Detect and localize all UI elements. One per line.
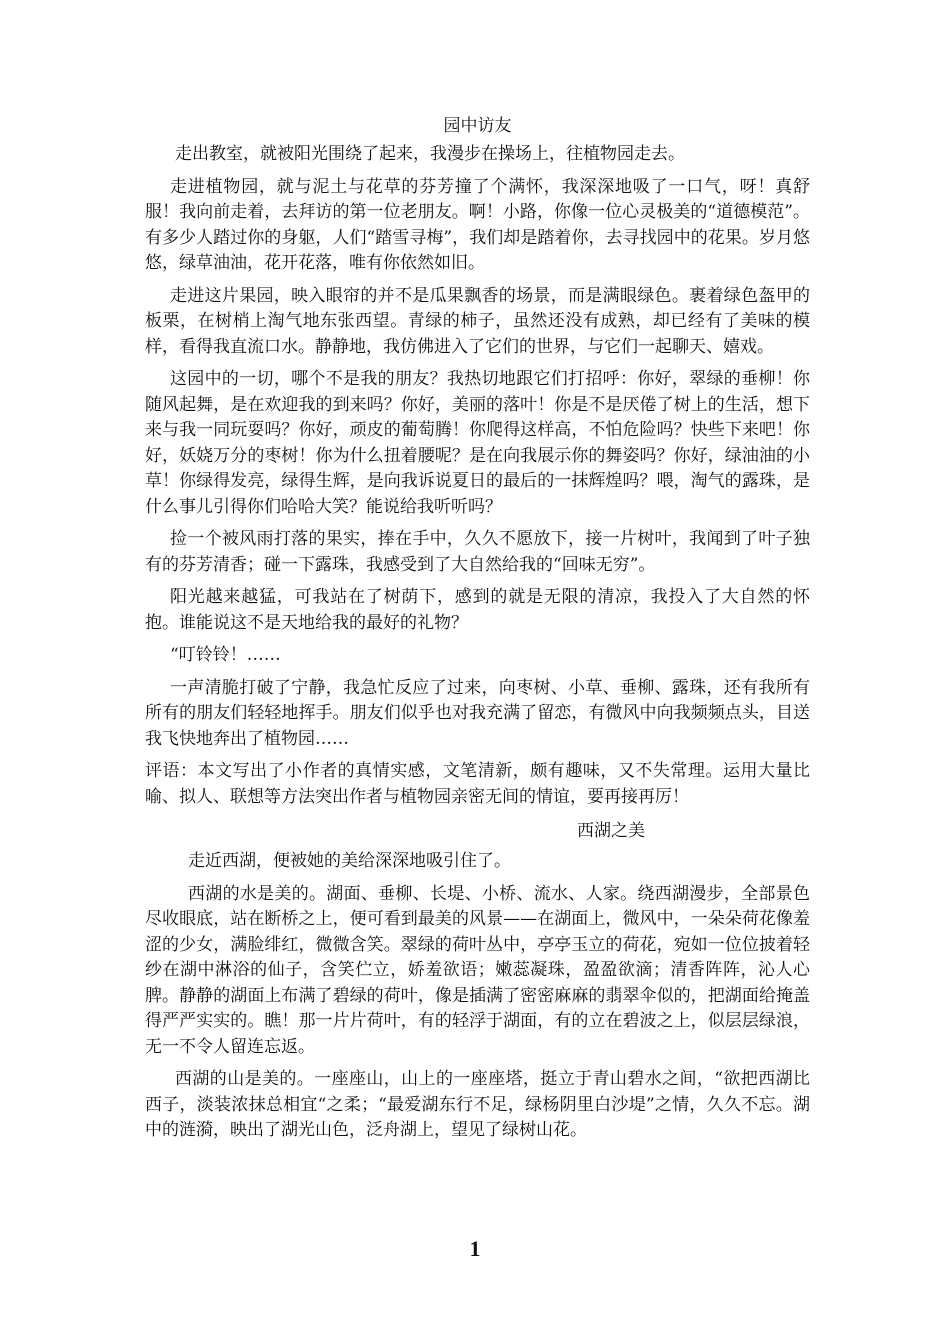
paragraph: “叮铃铃！…… (170, 645, 281, 665)
article-title: 西湖之美 (577, 821, 645, 841)
paragraph: 这园中的一切，哪个不是我的朋友？我热切地跟它们打招呼：你好，翠绿的垂柳！你随风起舞，是在欢迎我的到来吗？你好，美丽的落叶！你是不是厌倦了树上的生活，想下来与我一同玩耍吗？你好，顽皮的葡萄腾！你爬得这样高，不怕危险吗？快些下来吧！你好，妖娆万分的枣树！你为什么扭着腰呢？是在向我展示你的舞姿吗？你好，绿油油的小草！你绿得发亮，绿得生辉，是向我诉说夏日的最后的一抹辉煌吗？喂，淘气的露珠，是什么事儿引得你们哈哈大笑？能说给我听听吗？ (145, 369, 810, 517)
paragraph: 西湖的山是美的。一座座山，山上的一座座塔，挺立于青山碧水之间，“欲把西湖比西子，淡装浓抹总相宜“之柔；“最爱湖东行不足，绿杨阴里白沙堤”之情，久久不忘。湖中的涟漪，映出了湖光山色，泛舟湖上，望见了绿树山花。 (145, 1069, 810, 1140)
paragraph: 西湖的水是美的。湖面、垂柳、长堤、小桥、流水、人家。绕西湖漫步，全部景色尽收眼底，站在断桥之上，便可看到最美的风景——在湖面上，微风中，一朵朵荷花像羞涩的少女，满脸绯红，微微含笑。翠绿的荷叶丛中，亭亭玉立的荷花，宛如一位位披着轻纱在湖中淋浴的仙子，含笑伫立，娇羞欲语；嫩蕊凝珠，盈盈欲滴；清香阵阵，沁人心脾。静静的湖面上布满了碧绿的荷叶，像是插满了密密麻麻的翡翠伞似的，把湖面给掩盖得严严实实的。瞧！那一片片荷叶，有的轻浮于湖面，有的立在碧波之上，似层层绿浪，无一不令人留连忘返。 (145, 883, 810, 1057)
teacher-comment: 评语：本文写出了小作者的真情实感，文笔清新，颇有趣味，又不失常理。运用大量比喻、拟人、联想等方法突出作者与植物园亲密无间的情谊，要再接再厉！ (145, 761, 810, 807)
paragraph: 走近西湖，便被她的美给深深地吸引住了。 (188, 851, 511, 871)
paragraph: 一声清脆打破了宁静，我急忙反应了过来，向枣树、小草、垂柳、露珠，还有我所有所有的朋友们轻轻地挥手。朋友们似乎也对我充满了留恋，有微风中向我频频点头，目送我飞快地奔出了植物园…… (145, 677, 810, 749)
paragraph: 走出教室，就被阳光围绕了起来，我漫步在操场上，往植物园走去。 (175, 144, 685, 164)
paragraph: 捡一个被风雨打落的果实，捧在手中，久久不愿放下，接一片树叶，我闻到了叶子独有的芬芳清香；碰一下露珠，我感受到了大自然给我的“回味无穷”。 (145, 529, 810, 575)
page-number: 1 (469, 1236, 481, 1261)
article-title: 园中访友 (443, 116, 512, 136)
paragraph: 走进植物园，就与泥土与花草的芬芳撞了个满怀，我深深地吸了一口气，呀！真舒服！我向前走着，去拜访的第一位老朋友。啊！小路，你像一位心灵极美的“道德模范”。有多少人踏过你的身躯，人们“踏雪寻梅”，我们却是踏着你，去寻找园中的花果。岁月悠悠，绿草油油，花开花落，唯有你依然如旧。 (145, 176, 810, 273)
document-page (145, 112, 810, 1151)
paragraph: 阳光越来越猛，可我站在了树荫下，感到的就是无限的清凉，我投入了大自然的怀抱。谁能说这不是天地给我的最好的礼物？ (145, 587, 810, 633)
paragraph: 走进这片果园，映入眼帘的并不是瓜果飘香的场景，而是满眼绿色。裹着绿色盔甲的板栗，在树梢上淘气地东张西望。青绿的柿子，虽然还没有成熟，却已经有了美味的模样，看得我直流口水。静静地，我仿佛进入了它们的世界，与它们一起聊天、嬉戏。 (145, 285, 810, 357)
